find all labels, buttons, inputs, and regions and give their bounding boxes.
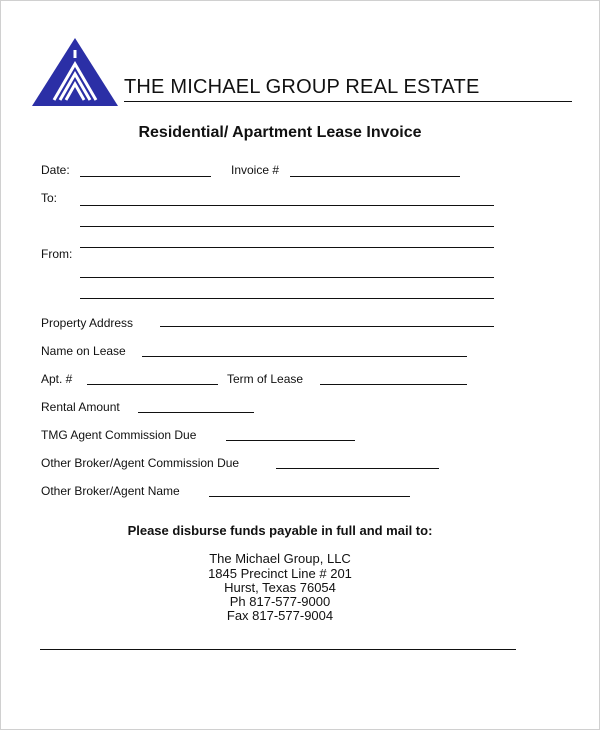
- from-field-line-3[interactable]: [80, 298, 494, 299]
- mail-fax: Fax 817-577-9004: [226, 608, 334, 623]
- other-commission-label: Other Broker/Agent Commission Due: [41, 456, 240, 470]
- mail-address-line-2: 1845 Precinct Line # 201: [208, 566, 352, 581]
- other-commission-field[interactable]: [276, 468, 439, 469]
- to-field-line-2[interactable]: [80, 226, 494, 227]
- from-label: From:: [41, 247, 73, 261]
- header-divider: [124, 101, 572, 102]
- tmg-commission-field[interactable]: [226, 440, 355, 441]
- to-field-line-1[interactable]: [80, 205, 494, 206]
- mail-address-line-1: The Michael Group, LLC: [209, 551, 351, 566]
- signature-line[interactable]: [40, 649, 516, 650]
- from-field-line-2[interactable]: [80, 277, 494, 278]
- other-agent-name-label: Other Broker/Agent Name: [41, 484, 180, 498]
- disburse-heading: Please disburse funds payable in full and mail to:: [127, 523, 433, 538]
- name-on-lease-field[interactable]: [142, 356, 467, 357]
- apt-number-label: Apt. #: [41, 372, 73, 386]
- date-field[interactable]: [80, 176, 211, 177]
- apt-number-field[interactable]: [87, 384, 218, 385]
- to-label: To:: [41, 191, 58, 205]
- from-field-line-1[interactable]: [80, 247, 494, 248]
- mail-address-line-3: Hurst, Texas 76054: [224, 580, 336, 595]
- property-address-label: Property Address: [41, 316, 134, 330]
- invoice-number-label: Invoice #: [231, 163, 280, 177]
- tmg-commission-label: TMG Agent Commission Due: [41, 428, 197, 442]
- company-logo-icon: [30, 36, 120, 108]
- mail-phone: Ph 817-577-9000: [229, 594, 331, 609]
- invoice-number-field[interactable]: [290, 176, 460, 177]
- name-on-lease-label: Name on Lease: [41, 344, 126, 358]
- property-address-field[interactable]: [160, 326, 494, 327]
- term-of-lease-field[interactable]: [320, 384, 467, 385]
- rental-amount-label: Rental Amount: [41, 400, 120, 414]
- invoice-title: Residential/ Apartment Lease Invoice: [138, 124, 422, 141]
- term-of-lease-label: Term of Lease: [227, 372, 304, 386]
- rental-amount-field[interactable]: [138, 412, 254, 413]
- company-name: THE MICHAEL GROUP REAL ESTATE: [124, 76, 480, 98]
- other-agent-name-field[interactable]: [209, 496, 410, 497]
- date-label: Date:: [41, 163, 70, 177]
